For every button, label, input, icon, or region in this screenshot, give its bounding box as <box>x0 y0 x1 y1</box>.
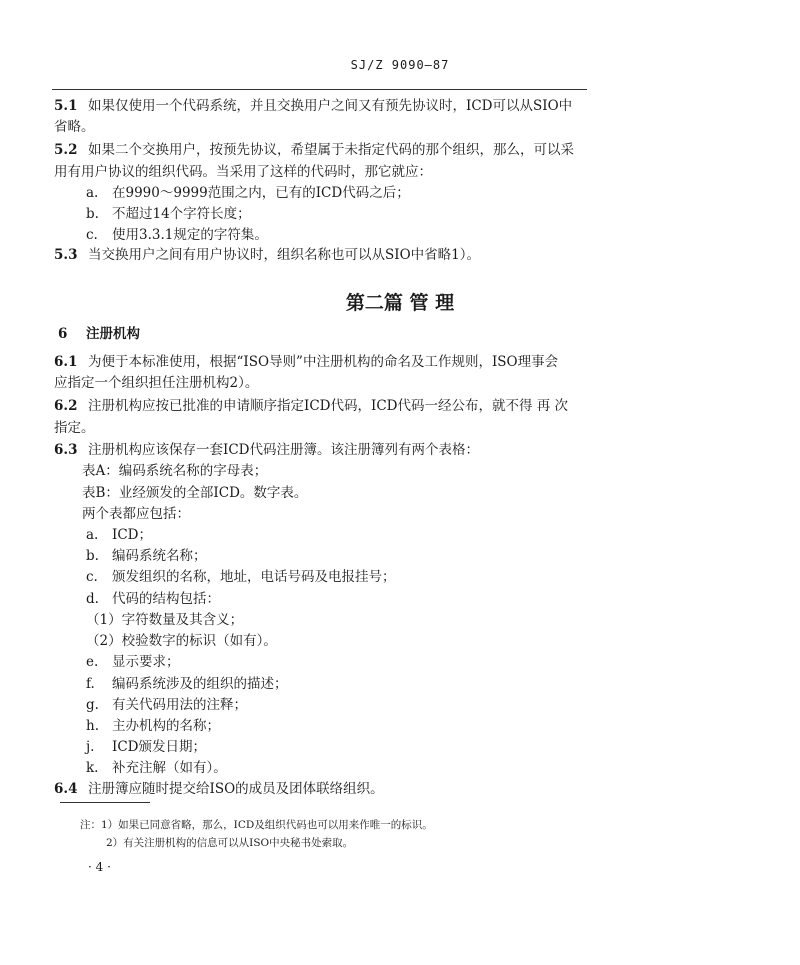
list-mark: h. <box>86 718 99 734</box>
section-title: 注册机构 <box>86 326 140 342</box>
clause-5-3 <box>54 246 480 264</box>
register-subitem <box>86 632 277 650</box>
clause-5-1-cont: 省略。 <box>54 119 95 135</box>
clause-number: 5.1 <box>54 98 78 114</box>
list-text: 主办机构的名称； <box>112 718 220 734</box>
register-item <box>86 568 396 586</box>
clause-text: 当交换用户之间有用户协议时，组织名称也可以从SIO中省略1）。 <box>88 247 480 263</box>
clause-text: 注册机构应该保存一套ICD代码注册簿。该注册簿列有两个表格： <box>88 442 479 458</box>
standard-code-header: SJ/Z 9090—87 <box>350 58 450 72</box>
list-text: 在9990～9999范围之内，已有的ICD代码之后； <box>112 185 410 201</box>
clause-text: 如果二个交换用户，按预先协议，希望属于未指定代码的那个组织，那么，可以采 <box>88 142 574 158</box>
register-subitem <box>86 611 243 629</box>
clause-text: 注册簿应随时提交给ISO的成员及团体联络组织。 <box>88 781 384 797</box>
clause-5-2 <box>54 141 574 159</box>
register-item <box>86 653 180 671</box>
section-6-heading <box>58 325 140 343</box>
clause-number: 6.1 <box>54 354 78 370</box>
clause-6-2 <box>54 397 568 415</box>
list-text: ICD； <box>112 527 152 543</box>
clause-6-1 <box>54 353 558 371</box>
list-mark: g. <box>86 697 99 713</box>
list-text: 代码的结构包括： <box>112 591 220 607</box>
header-rule <box>52 89 587 90</box>
list-mark: j. <box>86 739 95 755</box>
list-text: 编码系统名称； <box>112 548 207 564</box>
register-item <box>86 717 220 735</box>
list-text: 颁发组织的名称，地址，电话号码及电报挂号； <box>112 569 396 585</box>
list-text: （1）字符数量及其含义； <box>86 612 244 628</box>
register-item <box>86 675 288 693</box>
clause-number: 6.3 <box>54 442 78 458</box>
list-text: 补充注解（如有）。 <box>112 760 227 776</box>
list-text: 不超过14个字符长度； <box>112 206 251 222</box>
clause-number: 6.4 <box>54 781 78 797</box>
clause-number: 5.3 <box>54 247 78 263</box>
list-text: （2）校验数字的标识（如有）。 <box>86 633 277 649</box>
list-text: 有关代码用法的注释； <box>112 697 247 713</box>
list-text: 编码系统涉及的组织的描述； <box>112 676 288 692</box>
list-mark: f. <box>86 676 95 692</box>
list-mark: a. <box>86 185 99 201</box>
list-mark: b. <box>86 206 99 222</box>
register-item <box>86 759 227 777</box>
clause-6-1-cont: 应指定一个组织担任注册机构2）。 <box>54 375 259 391</box>
both-include-line: 两个表都应包括： <box>82 506 190 522</box>
list-item-b <box>86 205 251 223</box>
list-text: 使用3.3.1规定的字符集。 <box>112 227 268 243</box>
list-text: 显示要求； <box>112 654 180 670</box>
list-mark: c. <box>86 227 98 243</box>
page-number: · 4 · <box>88 860 111 874</box>
clause-number: 6.2 <box>54 398 78 414</box>
register-item <box>86 526 152 544</box>
list-item-a <box>86 184 410 202</box>
clause-6-4 <box>54 780 384 798</box>
list-mark: k. <box>86 760 99 776</box>
list-mark: c. <box>86 569 98 585</box>
list-mark: e. <box>86 654 99 670</box>
clause-number: 5.2 <box>54 142 78 158</box>
list-mark: b. <box>86 548 99 564</box>
table-b-line: 表B：业经颁发的全部ICD。数字表。 <box>82 485 308 501</box>
part-title: 第二篇 管 理 <box>345 292 455 314</box>
table-a-line: 表A：编码系统名称的字母表； <box>82 463 268 479</box>
clause-text: 为便于本标准使用，根据“ISO导则”中注册机构的命名及工作规则，ISO理事会 <box>88 354 559 370</box>
list-mark: d. <box>86 591 99 607</box>
list-item-c <box>86 226 268 244</box>
register-item <box>86 590 220 608</box>
section-number: 6 <box>58 326 68 342</box>
footnote-1: 注：1）如果已同意省略，那么，ICD及组织代码也可以用来作唯一的标识。 <box>80 819 433 831</box>
clause-text: 如果仅使用一个代码系统，并且交换用户之间又有预先协议时，ICD可以从SIO中 <box>88 98 573 114</box>
clause-text: 注册机构应按已批准的申请顺序指定ICD代码，ICD代码一经公布，就不得 再 次 <box>88 398 569 414</box>
list-mark: a. <box>86 527 99 543</box>
list-text: ICD颁发日期； <box>112 739 206 755</box>
register-item <box>86 738 206 756</box>
clause-6-3 <box>54 441 479 459</box>
clause-5-2-cont: 用有用户协议的组织代码。当采用了这样的代码时，那它就应： <box>54 164 432 180</box>
clause-6-2-cont: 指定。 <box>54 420 95 436</box>
register-item <box>86 696 247 714</box>
register-item <box>86 547 207 565</box>
footnote-2: 2）有关注册机构的信息可以从ISO中央秘书处索取。 <box>106 837 354 849</box>
clause-5-1 <box>54 97 572 115</box>
footnote-rule <box>60 802 150 803</box>
